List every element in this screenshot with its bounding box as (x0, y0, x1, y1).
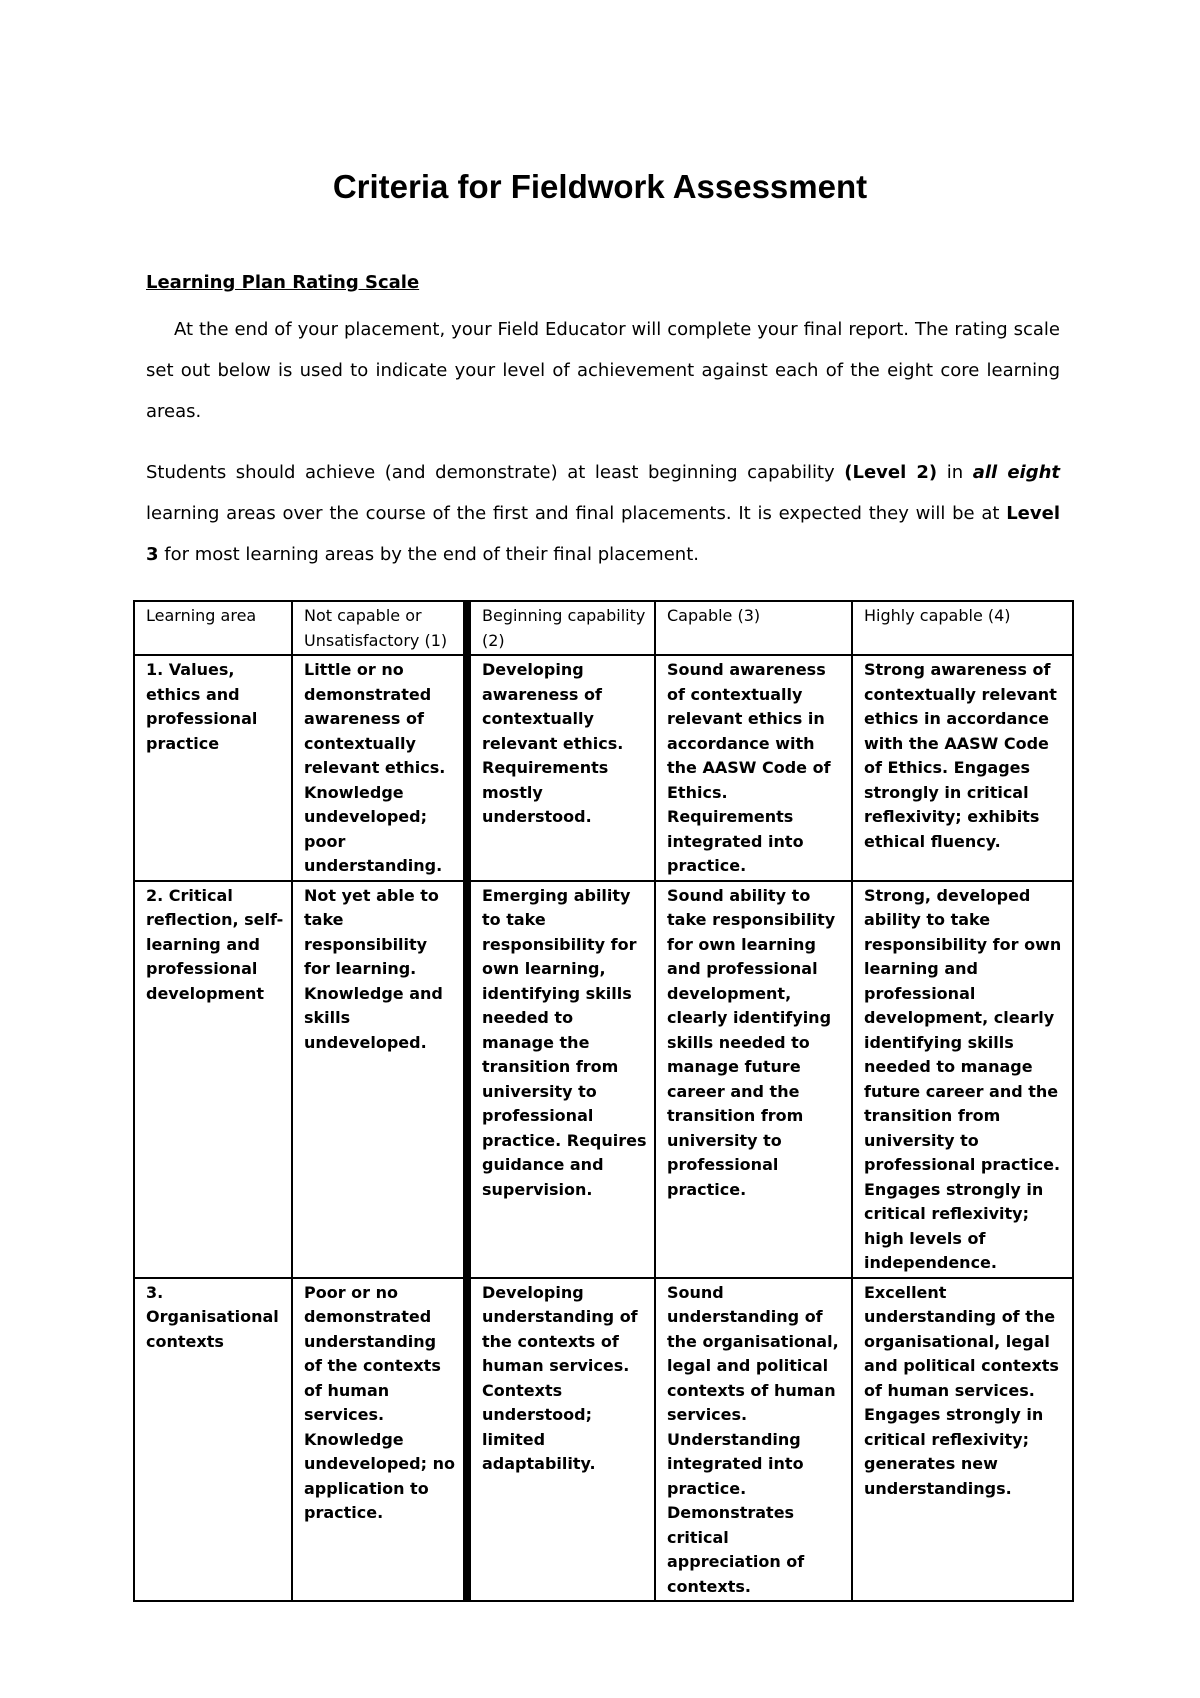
requirement-text-4: for most learning areas by the end of their final placement. (158, 544, 699, 565)
header-level-1: Not capable or Unsatisfactory (1) (292, 601, 467, 655)
learning-area-cell: 3. Organisational contexts (134, 1278, 292, 1602)
rating-scale-table (133, 600, 1074, 1602)
table-row (134, 655, 1073, 881)
header-level-2: Beginning capability (2) (467, 601, 655, 655)
level-4-cell: Excellent understanding of the organisational, legal and political contexts of human services. Engages strongly in critical reflexivity; generates new understandings. (852, 1278, 1073, 1602)
header-level-4: Highly capable (4) (852, 601, 1073, 655)
header-learning-area: Learning area (134, 601, 292, 655)
requirement-text-3: learning areas over the course of the first and final placements. It is expected they will be at (146, 503, 1007, 524)
page-title: Criteria for Fieldwork Assessment (332, 168, 868, 205)
level-3-cell: Sound understanding of the organisational, legal and political contexts of human services. Understanding integrated into practice. Demonstrates critical appreciation of contexts. (655, 1278, 852, 1602)
requirement-paragraph (146, 452, 1060, 575)
table-header-row (134, 601, 1073, 655)
level-4-cell: Strong awareness of contextually relevant ethics in accordance with the AASW Code of Ethics. Engages strongly in critical reflexivity; exhibits ethical fluency. (852, 655, 1073, 881)
learning-area-cell: 1. Values, ethics and professional practice (134, 655, 292, 881)
table-row (134, 1278, 1073, 1602)
level-3-cell: Sound awareness of contextually relevant ethics in accordance with the AASW Code of Ethics. Requirements integrated into practice. (655, 655, 852, 881)
level-2-cell: Emerging ability to take responsibility for own learning, identifying skills needed to manage the transition from university to professional practice. Requires guidance and supervision. (467, 881, 655, 1278)
all-eight-emphasis: all eight (972, 462, 1061, 483)
level-2-cell: Developing awareness of contextually relevant ethics. Requirements mostly understood. (467, 655, 655, 881)
header-level-3: Capable (3) (655, 601, 852, 655)
section-heading: Learning Plan Rating Scale (146, 272, 420, 293)
level-1-cell: Little or no demonstrated awareness of contextually relevant ethics. Knowledge undeveloped; poor understanding. (292, 655, 467, 881)
level-1-cell: Not yet able to take responsibility for learning. Knowledge and skills undeveloped. (292, 881, 467, 1278)
level-2-emphasis: (Level 2) (844, 462, 938, 483)
requirement-text-1: Students should achieve (and demonstrate) at least beginning capability (146, 462, 845, 483)
level-3-cell: Sound ability to take responsibility for own learning and professional development, clearly identifying skills needed to manage future career and the transition from university to professional practice. (655, 881, 852, 1278)
intro-paragraph: At the end of your placement, your Field Educator will complete your final report. The rating scale set out below is used to indicate your level of achievement against each of the eight core learning areas. (146, 319, 1060, 422)
table-row (134, 881, 1073, 1278)
level-4-cell: Strong, developed ability to take responsibility for own learning and professional development, clearly identifying skills needed to manage future career and the transition from university to professional practice. Engages strongly in critical reflexivity; high levels of independence. (852, 881, 1073, 1278)
level-3-emphasis: Level 3 (146, 503, 1060, 565)
learning-area-cell: 2. Critical reflection, self-learning and professional development (134, 881, 292, 1278)
level-2-cell: Developing understanding of the contexts of human services. Contexts understood; limited adaptability. (467, 1278, 655, 1602)
requirement-text-2: in (937, 462, 973, 483)
level-1-cell: Poor or no demonstrated understanding of the contexts of human services. Knowledge undeveloped; no application to practice. (292, 1278, 467, 1602)
